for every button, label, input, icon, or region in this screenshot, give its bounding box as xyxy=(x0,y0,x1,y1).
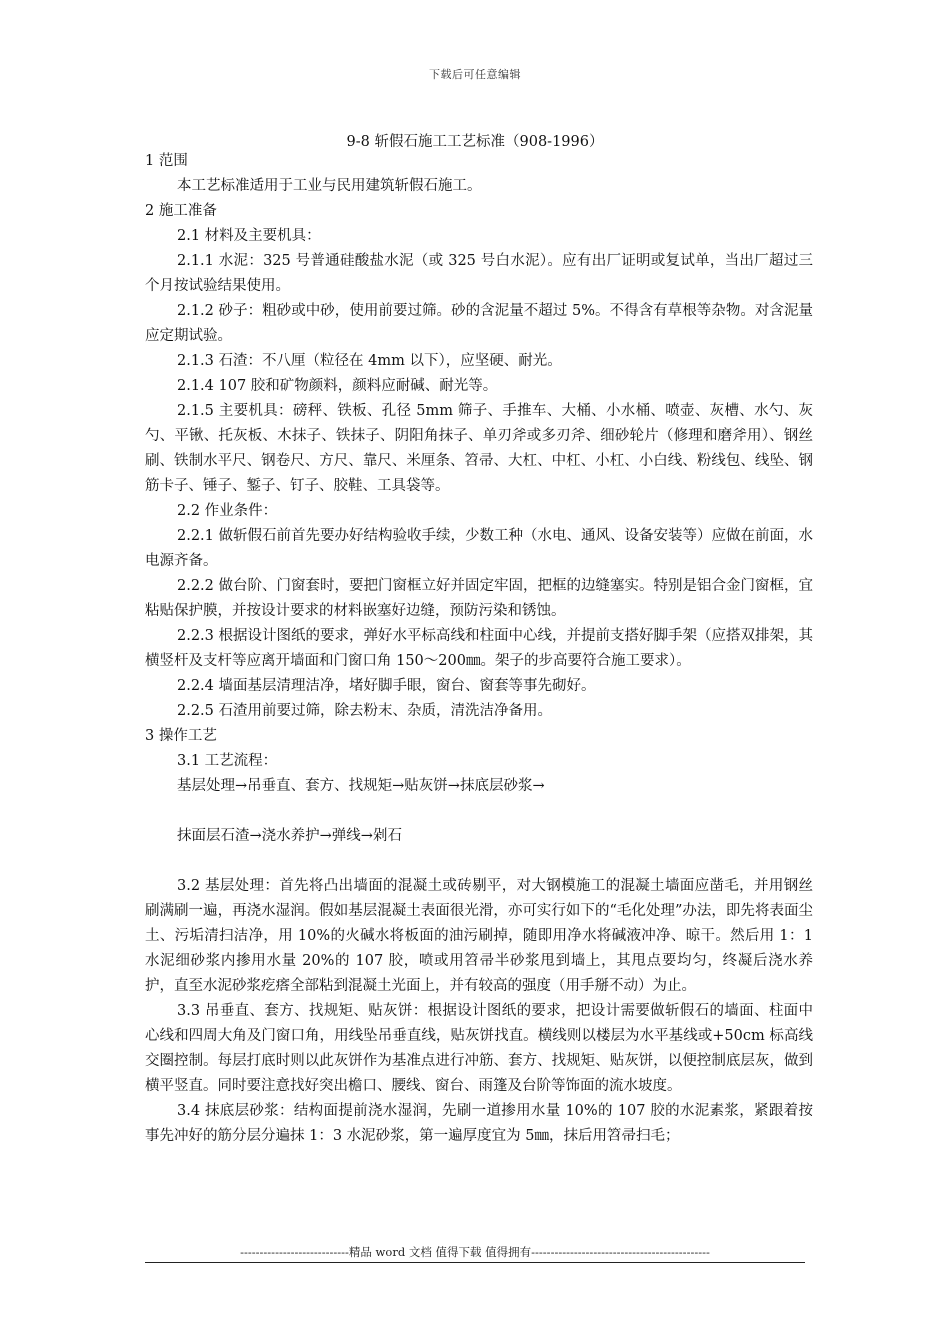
paragraph: 2.1.2 砂子：粗砂或中砂，使用前要过筛。砂的含泥量不超过 5%。不得含有草根等杂物。对含泥量应定期试验。 xyxy=(145,303,813,344)
subsection-heading: 2.2 作业条件： xyxy=(177,503,278,519)
paragraph: 本工艺标准适用于工业与民用建筑斩假石施工。 xyxy=(177,178,482,194)
section-heading: 2 施工准备 xyxy=(145,203,217,219)
paragraph: 2.2.5 石渣用前要过筛，除去粉末、杂质，清洗洁净备用。 xyxy=(177,703,553,719)
paragraph: 3.3 吊垂直、套方、找规矩、贴灰饼：根据设计图纸的要求，把设计需要做斩假石的墙面、柱面中心线和四周大角及门窗口角，用线坠吊垂直线，贴灰饼找直。横线则以楼层为水平基线或+50cm 标高线交圈控制。每层打底时则以此灰饼作为基准点进行冲筋、套方、找规矩、贴灰饼，以便控制底层灰，做到横平竖直。同时要注意找好突出檐口、腰线、窗台、雨篷及台阶等饰面的流水坡度。 xyxy=(145,1003,813,1094)
paragraph: 2.2.4 墙面基层清理洁净，堵好脚手眼，窗台、窗套等事先砌好。 xyxy=(177,678,596,694)
paragraph: 2.2.1 做斩假石前首先要办好结构验收手续，少数工种（水电、通风、设备安装等）应做在前面，水电源齐备。 xyxy=(145,528,813,569)
subsection-heading: 2.1 材料及主要机具： xyxy=(177,228,321,244)
process-flow-line: 抹面层石渣→浇水养护→弹线→剁石 xyxy=(177,828,402,844)
subsection-heading: 3.1 工艺流程： xyxy=(177,753,278,769)
section-heading: 1 范围 xyxy=(145,153,188,169)
document-body xyxy=(145,149,813,1149)
section-heading: 3 操作工艺 xyxy=(145,728,217,744)
page-footer: ----------------------------精品 word 文档 值得下载 值得拥有---------------------------------------------- xyxy=(240,1245,710,1259)
paragraph: 2.2.3 根据设计图纸的要求，弹好水平标高线和柱面中心线，并提前支搭好脚手架（应搭双排架，其横竖杆及支杆等应离开墙面和门窗口角 150～200㎜。架子的步高要符合施工要求）。 xyxy=(145,628,813,669)
paragraph: 2.1.3 石渣：不八厘（粒径在 4mm 以下），应坚硬、耐光。 xyxy=(177,353,562,369)
paragraph: 2.1.4 107 胶和矿物颜料，颜料应耐碱、耐光等。 xyxy=(177,378,498,394)
paragraph: 3.2 基层处理：首先将凸出墙面的混凝土或砖剔平，对大钢模施工的混凝土墙面应凿毛，并用钢丝刷满刷一遍，再浇水湿润。假如基层混凝土表面很光滑，亦可实行如下的“毛化处理”办法，即先将表面尘土、污垢清扫洁净，用 10%的火碱水将板面的油污刷掉，随即用净水将碱液冲净、晾干。然后用 1：1 水泥细砂浆内掺用水量 20%的 107 胶，喷或用笤帚半砂浆甩到墙上，其甩点要均匀，终凝后浇水养护，直至水泥砂浆疙瘩全部粘到混凝土光面上，并有较高的强度（用手掰不动）为止。 xyxy=(145,878,813,994)
page-header: 下载后可任意编辑 xyxy=(429,68,521,81)
paragraph: 2.1.1 水泥：325 号普通硅酸盐水泥（或 325 号白水泥）。应有出厂证明或复试单，当出厂超过三个月按试验结果使用。 xyxy=(145,253,813,294)
paragraph: 2.2.2 做台阶、门窗套时，要把门窗框立好并固定牢固，把框的边缝塞实。特别是铝合金门窗框，宜粘贴保护膜，并按设计要求的材料嵌塞好边缝，预防污染和锈蚀。 xyxy=(145,578,813,619)
footer-rule xyxy=(145,1262,805,1263)
paragraph: 3.4 抹底层砂浆：结构面提前浇水湿润，先刷一道掺用水量 10%的 107 胶的水泥素浆，紧跟着按事先冲好的筋分层分遍抹 1：3 水泥砂浆，第一遍厚度宜为 5㎜，抹后用笤帚扫毛； xyxy=(145,1103,813,1144)
document-title: 9-8 斩假石施工工艺标准（908-1996） xyxy=(346,134,604,150)
process-flow-line: 基层处理→吊垂直、套方、找规矩→贴灰饼→抹底层砂浆→ xyxy=(177,778,545,794)
paragraph: 2.1.5 主要机具：磅秤、铁板、孔径 5mm 筛子、手推车、大桶、小水桶、喷壶、灰槽、水勺、灰勺、平锹、托灰板、木抹子、铁抹子、阴阳角抹子、单刃斧或多刃斧、细砂轮片（修理和磨斧用）、钢丝刷、铁制水平尺、钢卷尺、方尺、靠尺、米厘条、笤帚、大杠、中杠、小杠、小白线、粉线包、线坠、钢筋卡子、锤子、錾子、钉子、胶鞋、工具袋等。 xyxy=(145,403,813,494)
